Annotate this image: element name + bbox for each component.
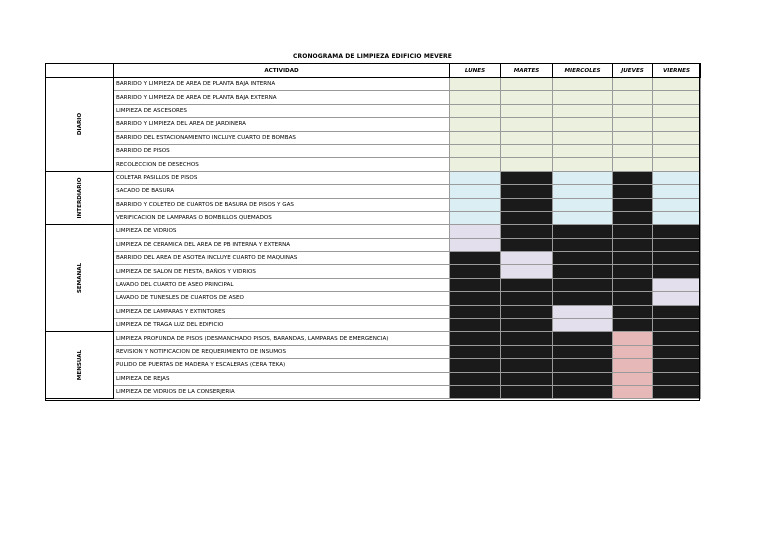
activity-cell: LIMPIEZA DE CERAMICA DEL AREA DE PB INTERNA Y EXTERNA xyxy=(114,238,450,251)
schedule-cell-monday xyxy=(450,319,501,332)
schedule-cell-monday xyxy=(450,238,501,251)
schedule-cell-thursday xyxy=(613,372,653,385)
header-day-monday: LUNES xyxy=(450,64,501,78)
schedule-cell-wednesday xyxy=(553,332,613,345)
schedule-cell-monday xyxy=(450,158,501,171)
table-row xyxy=(46,78,701,91)
frequency-group-cell xyxy=(46,332,114,399)
activity-cell: LIMPIEZA DE SALON DE FIESTA, BAÑOS Y VIDRIOS xyxy=(114,265,450,278)
schedule-cell-wednesday xyxy=(553,158,613,171)
schedule-cell-thursday xyxy=(613,345,653,358)
schedule-cell-thursday xyxy=(613,225,653,238)
schedule-cell-friday xyxy=(653,144,701,157)
table-row xyxy=(46,91,701,104)
table-row xyxy=(46,359,701,372)
schedule-cell-friday xyxy=(653,158,701,171)
activity-cell: COLETAR PASILLOS DE PISOS xyxy=(114,171,450,184)
frequency-group-cell xyxy=(46,78,114,172)
schedule-cell-monday xyxy=(450,385,501,398)
frequency-group-cell xyxy=(46,171,114,225)
table-row xyxy=(46,265,701,278)
table-row xyxy=(46,385,701,398)
table-row xyxy=(46,131,701,144)
schedule-cell-thursday xyxy=(613,185,653,198)
schedule-cell-monday xyxy=(450,252,501,265)
schedule-cell-friday xyxy=(653,91,701,104)
schedule-cell-thursday xyxy=(613,359,653,372)
schedule-cell-tuesday xyxy=(501,225,553,238)
activity-cell: BARRIDO DEL AREA DE ASOTEA INCLUYE CUARTO DE MAQUINAS xyxy=(114,252,450,265)
activity-cell: PULIDO DE PUERTAS DE MADERA Y ESCALERAS (CERA TEKA) xyxy=(114,359,450,372)
schedule-cell-wednesday xyxy=(553,252,613,265)
schedule-cell-wednesday xyxy=(553,359,613,372)
header-activity: ACTIVIDAD xyxy=(114,64,450,78)
schedule-cell-tuesday xyxy=(501,158,553,171)
schedule-cell-wednesday xyxy=(553,385,613,398)
schedule-cell-monday xyxy=(450,171,501,184)
schedule-cell-tuesday xyxy=(501,171,553,184)
schedule-cell-monday xyxy=(450,185,501,198)
activity-cell: LIMPIEZA DE VIDRIOS xyxy=(114,225,450,238)
schedule-cell-thursday xyxy=(613,144,653,157)
schedule-cell-friday xyxy=(653,372,701,385)
schedule-table xyxy=(45,63,701,399)
schedule-cell-wednesday xyxy=(553,372,613,385)
schedule-cell-monday xyxy=(450,292,501,305)
schedule-cell-friday xyxy=(653,305,701,318)
schedule-cell-monday xyxy=(450,211,501,224)
schedule-cell-monday xyxy=(450,78,501,91)
table-row xyxy=(46,372,701,385)
schedule-cell-wednesday xyxy=(553,198,613,211)
schedule-cell-tuesday xyxy=(501,185,553,198)
schedule-cell-tuesday xyxy=(501,211,553,224)
schedule-cell-tuesday xyxy=(501,118,553,131)
schedule-cell-tuesday xyxy=(501,319,553,332)
schedule-cell-thursday xyxy=(613,171,653,184)
schedule-cell-tuesday xyxy=(501,305,553,318)
table-row xyxy=(46,319,701,332)
schedule-cell-monday xyxy=(450,372,501,385)
schedule-cell-tuesday xyxy=(501,345,553,358)
schedule-cell-monday xyxy=(450,332,501,345)
activity-cell: LIMPIEZA DE REJAS xyxy=(114,372,450,385)
schedule-cell-tuesday xyxy=(501,359,553,372)
activity-cell: BARRIDO Y LIMPIEZA DEL AREA DE JARDINERA xyxy=(114,118,450,131)
schedule-cell-friday xyxy=(653,211,701,224)
page-title: CRONOGRAMA DE LIMPIEZA EDIFICIO MEVERE xyxy=(293,53,452,60)
schedule-cell-thursday xyxy=(613,238,653,251)
activity-cell: BARRIDO Y LIMPIEZA DE AREA DE PLANTA BAJA EXTERNA xyxy=(114,91,450,104)
header-day-friday: VIERNES xyxy=(653,64,701,78)
frequency-group-cell xyxy=(46,225,114,332)
schedule-cell-thursday xyxy=(613,385,653,398)
frequency-label: DIARIO xyxy=(76,113,83,136)
activity-cell: LIMPIEZA DE TRAGA LUZ DEL EDIFICIO xyxy=(114,319,450,332)
schedule-cell-friday xyxy=(653,78,701,91)
schedule-cell-friday xyxy=(653,238,701,251)
schedule-cell-wednesday xyxy=(553,225,613,238)
schedule-cell-tuesday xyxy=(501,265,553,278)
table-row xyxy=(46,118,701,131)
schedule-cell-friday xyxy=(653,332,701,345)
schedule-cell-thursday xyxy=(613,158,653,171)
schedule-cell-wednesday xyxy=(553,305,613,318)
table-row xyxy=(46,238,701,251)
schedule-cell-tuesday xyxy=(501,252,553,265)
schedule-cell-friday xyxy=(653,104,701,117)
activity-cell: VERIFICACION DE LAMPARAS O BOMBILLOS QUEMADOS xyxy=(114,211,450,224)
schedule-cell-friday xyxy=(653,385,701,398)
schedule-cell-monday xyxy=(450,305,501,318)
schedule-cell-thursday xyxy=(613,332,653,345)
schedule-cell-tuesday xyxy=(501,131,553,144)
schedule-cell-monday xyxy=(450,118,501,131)
schedule-cell-wednesday xyxy=(553,104,613,117)
table-row xyxy=(46,305,701,318)
activity-cell: LAVADO DEL CUARTO DE ASEO PRINCIPAL xyxy=(114,278,450,291)
activity-cell: LAVADO DE TUNESLES DE CUARTOS DE ASEO xyxy=(114,292,450,305)
activity-cell: LIMPIEZA DE VIDRIOS DE LA CONSERJERIA xyxy=(114,385,450,398)
schedule-cell-friday xyxy=(653,198,701,211)
schedule-cell-monday xyxy=(450,144,501,157)
frequency-label: MENSUAL xyxy=(76,350,83,381)
schedule-cell-friday xyxy=(653,319,701,332)
header-day-thursday: JUEVES xyxy=(613,64,653,78)
schedule-cell-friday xyxy=(653,345,701,358)
activity-cell: BARRIDO DEL ESTACIONAMIENTO INCLUYE CUARTO DE BOMBAS xyxy=(114,131,450,144)
schedule-cell-wednesday xyxy=(553,265,613,278)
table-row xyxy=(46,211,701,224)
schedule-cell-monday xyxy=(450,131,501,144)
schedule-cell-friday xyxy=(653,278,701,291)
schedule-cell-wednesday xyxy=(553,131,613,144)
schedule-cell-wednesday xyxy=(553,185,613,198)
schedule-cell-tuesday xyxy=(501,332,553,345)
header-blank xyxy=(46,64,114,78)
table-row xyxy=(46,158,701,171)
schedule-cell-thursday xyxy=(613,252,653,265)
schedule-cell-thursday xyxy=(613,131,653,144)
schedule-cell-monday xyxy=(450,359,501,372)
frequency-label: SEMANAL xyxy=(76,263,83,294)
header-row xyxy=(46,64,701,78)
schedule-cell-wednesday xyxy=(553,78,613,91)
table-row xyxy=(46,198,701,211)
activity-cell: BARRIDO DE PISOS xyxy=(114,144,450,157)
schedule-cell-wednesday xyxy=(553,91,613,104)
schedule-cell-monday xyxy=(450,104,501,117)
schedule-cell-friday xyxy=(653,292,701,305)
schedule-cell-tuesday xyxy=(501,104,553,117)
activity-cell: REVISION Y NOTIFICACION DE REQUERIMIENTO DE INSUMOS xyxy=(114,345,450,358)
table-row xyxy=(46,332,701,345)
schedule-cell-friday xyxy=(653,252,701,265)
schedule-cell-wednesday xyxy=(553,292,613,305)
schedule-cell-monday xyxy=(450,91,501,104)
table-row xyxy=(46,144,701,157)
schedule-cell-wednesday xyxy=(553,118,613,131)
schedule-cell-friday xyxy=(653,359,701,372)
header-day-tuesday: MARTES xyxy=(501,64,553,78)
table-row xyxy=(46,104,701,117)
header-day-wednesday: MIERCOLES xyxy=(553,64,613,78)
activity-cell: LIMPIEZA PROFUNDA DE PISOS (DESMANCHADO PISOS, BARANDAS, LAMPARAS DE EMERGENCIA) xyxy=(114,332,450,345)
schedule-cell-wednesday xyxy=(553,345,613,358)
activity-cell: BARRIDO Y COLETEO DE CUARTOS DE BASURA DE PISOS Y GAS xyxy=(114,198,450,211)
schedule-cell-wednesday xyxy=(553,171,613,184)
schedule-cell-tuesday xyxy=(501,372,553,385)
schedule-cell-thursday xyxy=(613,91,653,104)
schedule-cell-tuesday xyxy=(501,385,553,398)
schedule-cell-monday xyxy=(450,225,501,238)
frequency-label: INTERDIARIO xyxy=(76,177,83,219)
schedule-cell-wednesday xyxy=(553,319,613,332)
activity-cell: LIMPIEZA DE ASCESORES xyxy=(114,104,450,117)
schedule-cell-monday xyxy=(450,345,501,358)
schedule-cell-monday xyxy=(450,265,501,278)
table-row xyxy=(46,185,701,198)
table-row xyxy=(46,225,701,238)
schedule-cell-thursday xyxy=(613,265,653,278)
schedule-cell-thursday xyxy=(613,118,653,131)
schedule-cell-thursday xyxy=(613,78,653,91)
schedule-cell-thursday xyxy=(613,319,653,332)
schedule-cell-wednesday xyxy=(553,211,613,224)
schedule-cell-tuesday xyxy=(501,198,553,211)
schedule-cell-wednesday xyxy=(553,144,613,157)
schedule-cell-tuesday xyxy=(501,292,553,305)
activity-cell: RECOLECCION DE DESECHOS xyxy=(114,158,450,171)
schedule-cell-monday xyxy=(450,278,501,291)
schedule-cell-tuesday xyxy=(501,91,553,104)
schedule-cell-friday xyxy=(653,171,701,184)
schedule-cell-tuesday xyxy=(501,78,553,91)
activity-cell: LIMPIEZA DE LAMPARAS Y EXTINTORES xyxy=(114,305,450,318)
table-row xyxy=(46,252,701,265)
schedule-cell-friday xyxy=(653,185,701,198)
schedule-cell-friday xyxy=(653,131,701,144)
schedule-cell-friday xyxy=(653,265,701,278)
schedule-cell-friday xyxy=(653,225,701,238)
table-row xyxy=(46,171,701,184)
schedule-cell-thursday xyxy=(613,292,653,305)
schedule-cell-monday xyxy=(450,198,501,211)
table-row xyxy=(46,278,701,291)
schedule-body xyxy=(46,78,701,399)
activity-cell: BARRIDO Y LIMPIEZA DE AREA DE PLANTA BAJA INTERNA xyxy=(114,78,450,91)
schedule-cell-friday xyxy=(653,118,701,131)
schedule-cell-thursday xyxy=(613,305,653,318)
schedule-cell-thursday xyxy=(613,278,653,291)
table-row xyxy=(46,345,701,358)
schedule-cell-tuesday xyxy=(501,278,553,291)
schedule-cell-wednesday xyxy=(553,238,613,251)
activity-cell: SACADO DE BASURA xyxy=(114,185,450,198)
schedule-cell-tuesday xyxy=(501,238,553,251)
schedule-cell-thursday xyxy=(613,211,653,224)
schedule-cell-wednesday xyxy=(553,278,613,291)
schedule-cell-thursday xyxy=(613,104,653,117)
schedule-cell-thursday xyxy=(613,198,653,211)
schedule-cell-tuesday xyxy=(501,144,553,157)
table-row xyxy=(46,292,701,305)
